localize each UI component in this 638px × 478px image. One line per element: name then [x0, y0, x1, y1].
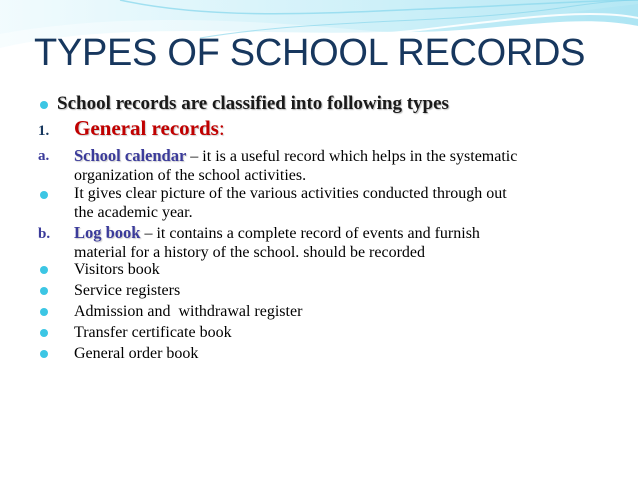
bullet-dot-icon — [40, 101, 48, 109]
item-a-line1: – it is a useful record which helps in the systematic — [186, 148, 518, 165]
item-b-text — [74, 223, 480, 262]
slide-title: TYPES OF SCHOOL RECORDS — [34, 32, 586, 74]
item-a-term: School calendar — [74, 146, 187, 165]
bullet-dot-icon — [40, 329, 48, 337]
bullet-clear-text — [74, 184, 507, 222]
item-b-line1: – it contains a complete record of events and furnish — [140, 225, 480, 242]
bullet-dot-icon — [40, 308, 48, 316]
item-b-marker: b. — [38, 226, 51, 242]
list-item-text: General order book — [74, 345, 199, 362]
intro-text: School records are classified into following types — [57, 93, 449, 114]
bullet-dot-icon — [40, 191, 48, 199]
bullet-dot-icon — [40, 350, 48, 358]
item-b-term: Log book — [74, 223, 141, 242]
list-item-text: Service registers — [74, 282, 181, 299]
section-heading — [74, 116, 225, 140]
list-item-text: Transfer certificate book — [74, 324, 232, 341]
bullet-clear-line2: the academic year. — [74, 204, 193, 221]
bullet-clear-line1: It gives clear picture of the various activities conducted through out — [74, 185, 507, 202]
item-a-marker: a. — [38, 148, 50, 164]
item-b-line2: material for a history of the school. should be recorded — [74, 244, 425, 261]
item-a-line2: organization of the school activities. — [74, 167, 307, 184]
section-heading-colon: : — [218, 116, 225, 140]
section-number: 1. — [38, 123, 50, 139]
list-item-text: Visitors book — [74, 261, 160, 278]
section-heading-text: General records — [74, 116, 219, 140]
item-a-text — [74, 146, 517, 185]
list-item-text: Admission and withdrawal register — [74, 303, 303, 320]
bullet-dot-icon — [40, 266, 48, 274]
bullet-dot-icon — [40, 287, 48, 295]
